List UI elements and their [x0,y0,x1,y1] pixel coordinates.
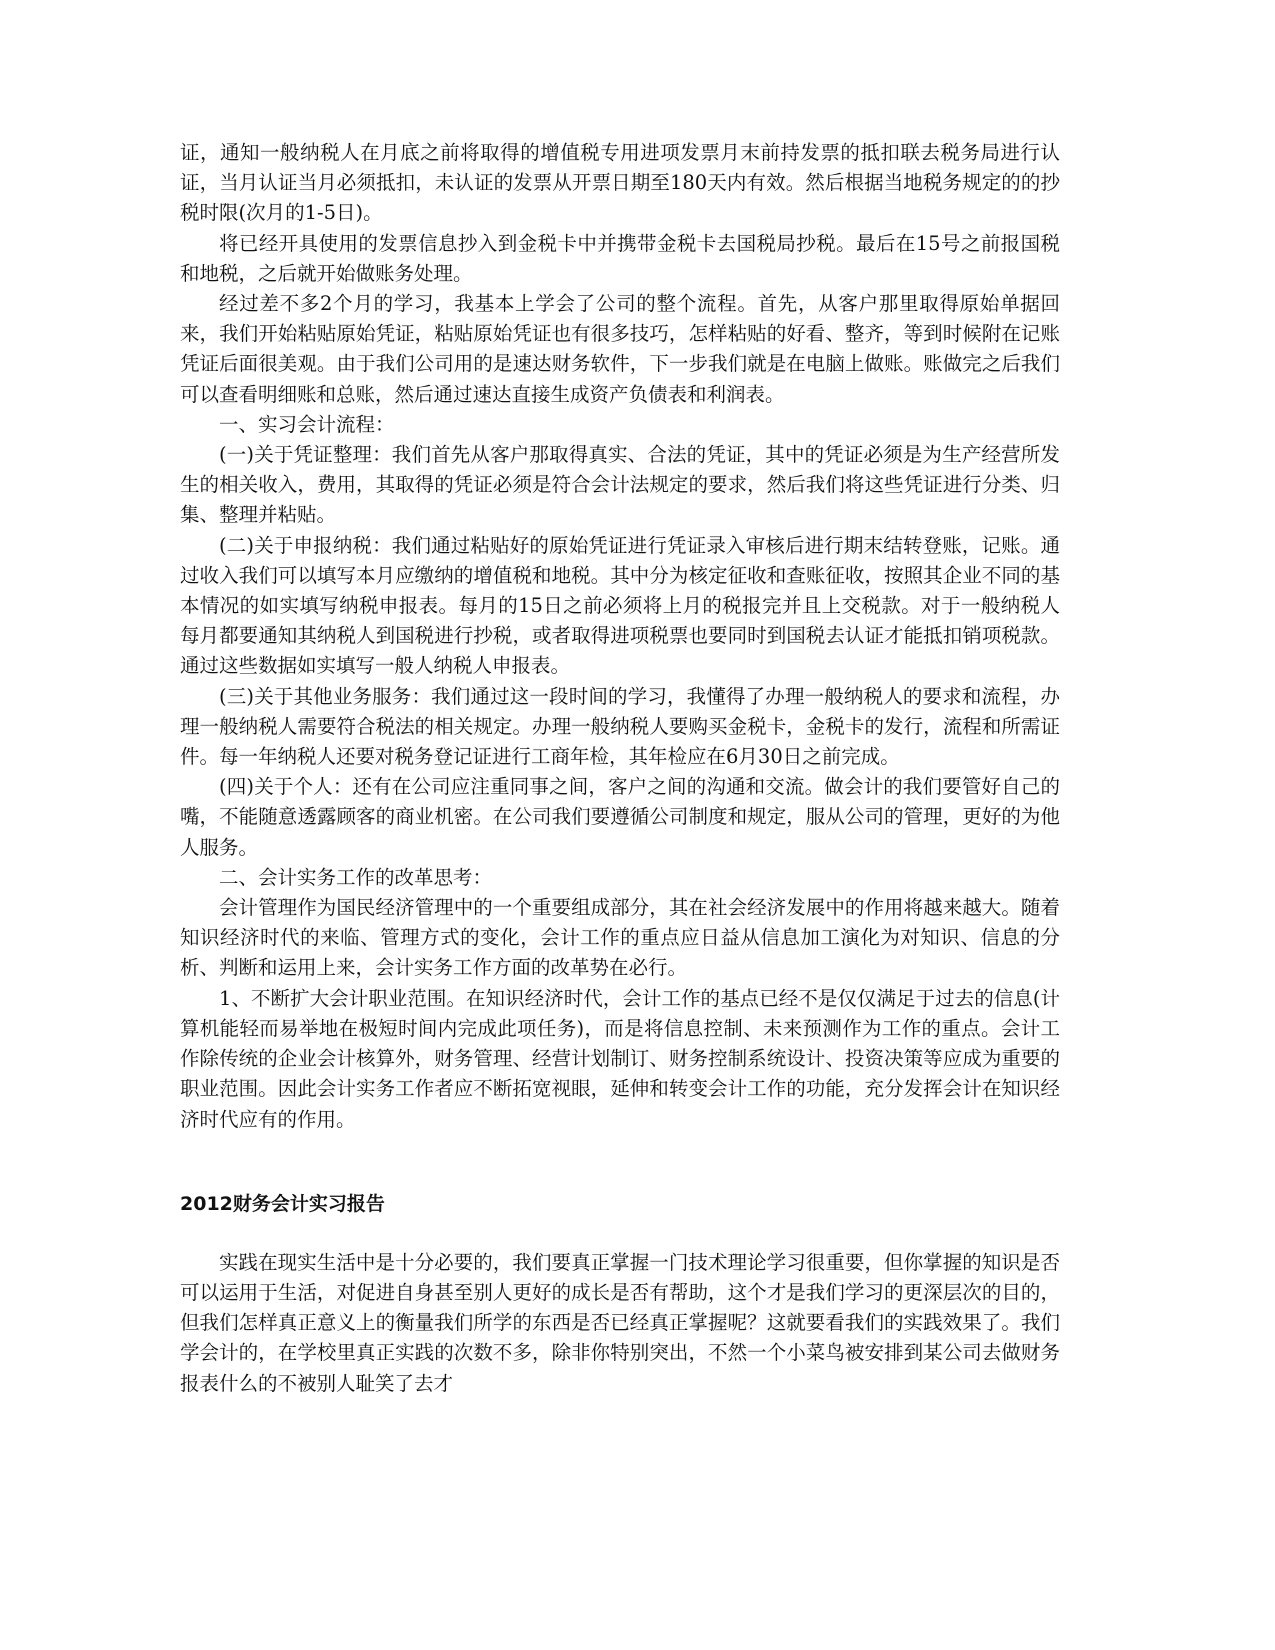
paragraph: (三)关于其他业务服务：我们通过这一段时间的学习，我懂得了办理一般纳税人的要求和流程，办理一般纳税人需要符合税法的相关规定。办理一般纳税人要购买金税卡，金税卡的发行，流程和所需证件。每一年纳税人还要对税务登记证进行工商年检，其年检应在6月30日之前完成。 [180,684,1060,769]
report-body-part2 [180,1248,1060,1399]
paragraph: (一)关于凭证整理：我们首先从客户那取得真实、合法的凭证，其中的凭证必须是为生产经营所发生的相关收入，费用，其取得的凭证必须是符合会计法规定的要求，然后我们将这些凭证进行分类、归集、整理并粘贴。 [180,443,1060,527]
section-heading-accounting-process: 一、实习会计流程： [219,412,395,436]
report-body-part1 [180,138,1060,1135]
document-page [180,138,1060,1399]
paragraph: 证，通知一般纳税人在月底之前将取得的增值税专用进项发票月末前持发票的抵扣联去税务局进行认证，当月认证当月必须抵扣，未认证的发票从开票日期至180天内有效。然后根据当地税务规定的的抄税时限(次月的1-5日)。 [180,141,1060,225]
section-heading-reform-thoughts: 二、会计实务工作的改革思考： [219,865,493,889]
paragraph: (二)关于申报纳税：我们通过粘贴好的原始凭证进行凭证录入审核后进行期末结转登账，记账。通过收入我们可以填写本月应缴纳的增值税和地税。其中分为核定征收和查账征收，按照其企业不同的基本情况的如实填写纳税申报表。每月的15日之前必须将上月的税报完并且上交税款。对于一般纳税人每月都要通知其纳税人到国税进行抄税，或者取得进项税票也要同时到国税去认证才能抵扣销项税款。通过这些数据如实填写一般人纳税人申报表。 [180,533,1060,678]
paragraph: 会计管理作为国民经济管理中的一个重要组成部分，其在社会经济发展中的作用将越来越大。随着知识经济时代的来临、管理方式的变化，会计工作的重点应日益从信息加工演化为对知识、信息的分析、判断和运用上来，会计实务工作方面的改革势在必行。 [180,896,1060,980]
paragraph: 经过差不多2个月的学习，我基本上学会了公司的整个流程。首先，从客户那里取得原始单据回来，我们开始粘贴原始凭证，粘贴原始凭证也有很多技巧，怎样粘贴的好看、整齐，等到时候附在记账凭证后面很美观。由于我们公司用的是速达财务软件，下一步我们就是在电脑上做账。账做完之后我们可以查看明细账和总账，然后通过速达直接生成资产负债表和利润表。 [180,292,1060,406]
paragraph: 实践在现实生活中是十分必要的，我们要真正掌握一门技术理论学习很重要，但你掌握的知识是否可以运用于生活，对促进自身甚至别人更好的成长是否有帮助，这个才是我们学习的更深层次的目的，但我们怎样真正意义上的衡量我们所学的东西是否已经真正掌握呢？这就要看我们的实践效果了。我们学会计的，在学校里真正实践的次数不多，除非你特别突出，不然一个小菜鸟被安排到某公司去做财务报表什么的不被别人耻笑了去才 [180,1250,1060,1395]
paragraph: (四)关于个人：还有在公司应注重同事之间，客户之间的沟通和交流。做会计的我们要管好自己的嘴，不能随意透露顾客的商业机密。在公司我们要遵循公司制度和规定，服从公司的管理，更好的为他人服务。 [180,775,1060,859]
report-title: 2012财务会计实习报告 [180,1192,385,1215]
paragraph: 将已经开具使用的发票信息抄入到金税卡中并携带金税卡去国税局抄税。最后在15号之前报国税和地税，之后就开始做账务处理。 [180,231,1060,285]
paragraph: 1、不断扩大会计职业范围。在知识经济时代，会计工作的基点已经不是仅仅满足于过去的信息(计算机能轻而易举地在极短时间内完成此项任务)，而是将信息控制、未来预测作为工作的重点。会计工作除传统的企业会计核算外，财务管理、经营计划制订、财务控制系统设计、投资决策等应成为重要的职业范围。因此会计实务工作者应不断拓宽视眼，延伸和转变会计工作的功能，充分发挥会计在知识经济时代应有的作用。 [180,986,1060,1131]
